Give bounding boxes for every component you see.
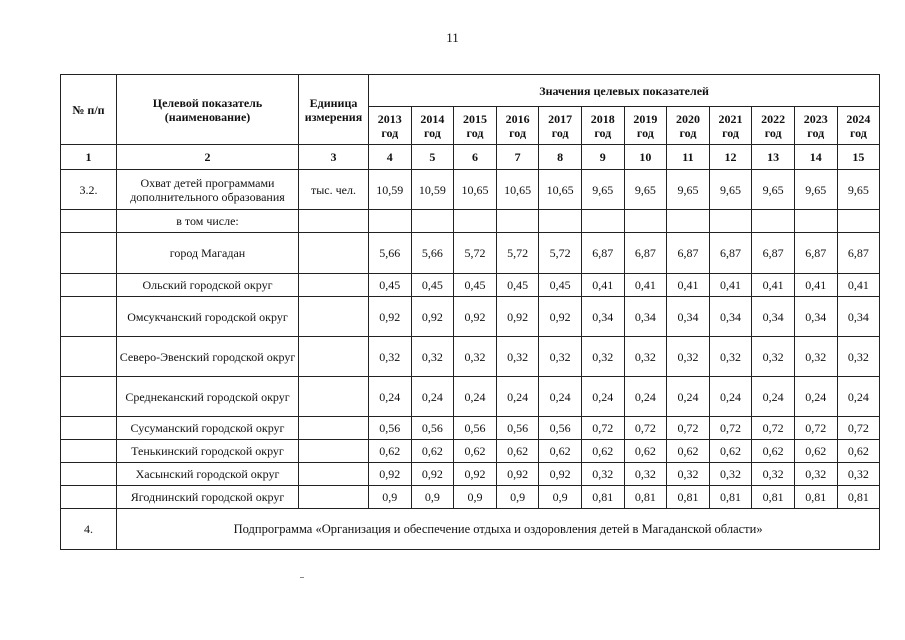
unit-of-measure: [299, 377, 369, 417]
indicator-name: Тенькинский городской округ: [117, 440, 299, 463]
table-row: [61, 210, 880, 233]
header-year: [837, 107, 880, 145]
indicator-name: город Магадан: [117, 233, 299, 274]
unit-of-measure: [299, 463, 369, 486]
indicator-value: 0,41: [752, 274, 795, 297]
indicator-value: 0,72: [752, 417, 795, 440]
indicator-value: 0,62: [667, 440, 710, 463]
indicator-value: 10,65: [454, 170, 497, 210]
unit-of-measure: [299, 417, 369, 440]
indicator-value: 0,72: [709, 417, 752, 440]
column-number: 15: [837, 145, 880, 170]
header-year-number: 2019: [633, 111, 658, 126]
column-number: 3: [299, 145, 369, 170]
indicator-value: 6,87: [837, 233, 880, 274]
indicator-value: 0,34: [581, 297, 624, 337]
indicator-value: [667, 210, 710, 233]
indicator-value: 6,87: [667, 233, 710, 274]
header-year-number: 2024: [846, 111, 871, 126]
header-year-label: год: [466, 125, 484, 140]
indicator-value: 0,72: [794, 417, 837, 440]
column-number: 9: [581, 145, 624, 170]
unit-of-measure: [299, 440, 369, 463]
header-year-label: год: [764, 125, 782, 140]
indicator-value: [837, 210, 880, 233]
indicator-value: 0,92: [411, 297, 454, 337]
indicator-name: Ольский городской округ: [117, 274, 299, 297]
indicator-value: 0,92: [539, 297, 582, 337]
indicator-value: [411, 210, 454, 233]
indicator-value: 0,32: [752, 337, 795, 377]
indicator-value: 0,56: [454, 417, 497, 440]
table-row: [61, 486, 880, 509]
row-number: [61, 417, 117, 440]
column-number: 12: [709, 145, 752, 170]
indicator-value: 0,34: [709, 297, 752, 337]
indicator-value: [369, 210, 412, 233]
header-year-number: 2023: [803, 111, 828, 126]
row-number: [61, 486, 117, 509]
indicator-value: 0,34: [752, 297, 795, 337]
indicator-value: 0,9: [454, 486, 497, 509]
header-year-label: год: [509, 125, 527, 140]
header-year: [539, 107, 582, 145]
column-number: 2: [117, 145, 299, 170]
indicator-value: 9,65: [794, 170, 837, 210]
indicator-value: 9,65: [709, 170, 752, 210]
indicator-value: 0,24: [496, 377, 539, 417]
indicator-value: 9,65: [624, 170, 667, 210]
indicator-value: 0,72: [837, 417, 880, 440]
indicator-value: 0,92: [454, 297, 497, 337]
row-number: [61, 233, 117, 274]
indicator-value: 0,92: [539, 463, 582, 486]
table-row: [61, 417, 880, 440]
section-row: [61, 509, 880, 550]
indicator-value: 0,62: [369, 440, 412, 463]
column-number: 7: [496, 145, 539, 170]
header-indicator: Целевой показатель (наименование): [117, 75, 299, 145]
table-row: [61, 170, 880, 210]
indicator-value: 0,32: [794, 337, 837, 377]
indicator-value: 0,32: [709, 463, 752, 486]
indicator-value: 5,72: [454, 233, 497, 274]
indicator-value: 0,62: [454, 440, 497, 463]
indicator-value: 0,92: [369, 297, 412, 337]
indicator-value: 0,32: [581, 337, 624, 377]
indicator-name: Северо-Эвенский городской округ: [117, 337, 299, 377]
header-year: [752, 107, 795, 145]
unit-of-measure: [299, 210, 369, 233]
header-year-label: год: [381, 125, 399, 140]
indicator-value: 0,32: [454, 337, 497, 377]
indicator-value: 0,62: [752, 440, 795, 463]
indicator-value: 0,81: [837, 486, 880, 509]
indicator-value: 0,45: [496, 274, 539, 297]
scan-mark: [300, 577, 304, 578]
header-year-label: год: [722, 125, 739, 140]
header-year: [454, 107, 497, 145]
unit-of-measure: тыс. чел.: [299, 170, 369, 210]
indicator-value: 9,65: [752, 170, 795, 210]
indicator-value: 6,87: [794, 233, 837, 274]
header-year: [581, 107, 624, 145]
indicator-value: 0,41: [837, 274, 880, 297]
indicator-value: 0,45: [369, 274, 412, 297]
indicator-value: 0,81: [752, 486, 795, 509]
header-year-number: 2020: [675, 111, 700, 126]
indicator-value: 0,41: [667, 274, 710, 297]
indicator-value: 0,72: [624, 417, 667, 440]
indicator-value: 0,9: [496, 486, 539, 509]
indicator-value: 0,32: [837, 463, 880, 486]
indicator-value: 0,81: [667, 486, 710, 509]
unit-of-measure: [299, 337, 369, 377]
row-number: [61, 274, 117, 297]
header-year-number: 2016: [505, 111, 530, 126]
indicator-name: в том числе:: [117, 210, 299, 233]
indicator-value: 0,41: [624, 274, 667, 297]
indicator-value: 0,32: [794, 463, 837, 486]
indicator-value: 0,62: [539, 440, 582, 463]
indicator-value: [581, 210, 624, 233]
indicator-value: 0,81: [624, 486, 667, 509]
indicator-name: Омсукчанский городской округ: [117, 297, 299, 337]
indicator-value: 0,32: [667, 463, 710, 486]
table-row: [61, 440, 880, 463]
indicator-value: 0,92: [454, 463, 497, 486]
unit-of-measure: [299, 486, 369, 509]
indicator-value: [624, 210, 667, 233]
indicator-value: 5,72: [496, 233, 539, 274]
table-row: [61, 233, 880, 274]
header-year-number: 2017: [548, 111, 573, 126]
table-row: [61, 274, 880, 297]
section-number: 4.: [61, 509, 117, 550]
indicator-value: 0,62: [794, 440, 837, 463]
indicator-value: 0,32: [411, 337, 454, 377]
indicator-value: 0,32: [369, 337, 412, 377]
header-year-label: год: [636, 125, 654, 140]
page-number: 11: [446, 30, 459, 45]
indicator-value: 0,24: [667, 377, 710, 417]
unit-of-measure: [299, 274, 369, 297]
indicator-value: 0,24: [581, 377, 624, 417]
column-number: 1: [61, 145, 117, 170]
indicator-value: 0,92: [496, 463, 539, 486]
indicator-value: 0,24: [539, 377, 582, 417]
indicator-value: 0,24: [709, 377, 752, 417]
header-year-number: 2021: [718, 111, 743, 126]
indicator-value: 6,87: [624, 233, 667, 274]
indicator-value: 0,62: [709, 440, 752, 463]
header-year: [794, 107, 837, 145]
header-year-label: год: [807, 125, 825, 140]
indicator-value: 0,41: [581, 274, 624, 297]
indicator-value: 5,72: [539, 233, 582, 274]
column-number: 14: [794, 145, 837, 170]
indicator-name: Сусуманский городской округ: [117, 417, 299, 440]
indicator-value: 0,24: [794, 377, 837, 417]
indicator-value: 9,65: [581, 170, 624, 210]
indicator-value: 0,24: [369, 377, 412, 417]
column-number: 5: [411, 145, 454, 170]
header-year: [496, 107, 539, 145]
header-year: [624, 107, 667, 145]
indicator-value: 0,72: [581, 417, 624, 440]
header-year-number: 2018: [590, 111, 615, 126]
indicator-value: 0,24: [752, 377, 795, 417]
indicator-value: 0,32: [581, 463, 624, 486]
indicator-value: 0,56: [496, 417, 539, 440]
indicator-value: 0,81: [709, 486, 752, 509]
indicator-value: 0,34: [837, 297, 880, 337]
indicator-value: 0,62: [411, 440, 454, 463]
header-unit: Единица измерения: [299, 75, 369, 145]
indicator-value: 0,62: [496, 440, 539, 463]
table-row: [61, 463, 880, 486]
table-row: [61, 377, 880, 417]
indicator-value: [794, 210, 837, 233]
indicator-value: 0,34: [794, 297, 837, 337]
indicator-value: 10,59: [411, 170, 454, 210]
indicator-value: 5,66: [369, 233, 412, 274]
indicator-value: 0,62: [837, 440, 880, 463]
indicator-name: Ягоднинский городской округ: [117, 486, 299, 509]
row-number: [61, 297, 117, 337]
indicator-value: 9,65: [667, 170, 710, 210]
indicator-value: [496, 210, 539, 233]
indicator-value: 5,66: [411, 233, 454, 274]
indicator-value: 0,92: [369, 463, 412, 486]
indicator-name: Хасынский городской округ: [117, 463, 299, 486]
column-number: 13: [752, 145, 795, 170]
indicator-name: Охват детей программами дополнительного образования: [117, 170, 299, 210]
indicator-value: 0,56: [369, 417, 412, 440]
indicator-value: 0,32: [667, 337, 710, 377]
indicator-value: 0,45: [539, 274, 582, 297]
indicator-value: 0,9: [411, 486, 454, 509]
indicator-value: 0,81: [794, 486, 837, 509]
indicator-value: [454, 210, 497, 233]
header-year-label: год: [423, 125, 441, 140]
indicator-value: 0,45: [454, 274, 497, 297]
indicator-value: 0,24: [454, 377, 497, 417]
unit-of-measure: [299, 233, 369, 274]
indicator-value: 0,92: [411, 463, 454, 486]
header-year-number: 2015: [462, 111, 487, 126]
indicator-value: 0,62: [624, 440, 667, 463]
indicator-value: 0,81: [581, 486, 624, 509]
row-number: [61, 210, 117, 233]
header-year-label: год: [551, 125, 569, 140]
indicator-value: 0,24: [624, 377, 667, 417]
indicator-value: 0,24: [411, 377, 454, 417]
indicator-value: 0,41: [794, 274, 837, 297]
header-year: [369, 107, 412, 145]
header-year-number: 2014: [420, 111, 445, 126]
table-row: [61, 337, 880, 377]
indicator-name: Среднеканский городской округ: [117, 377, 299, 417]
header-year-label: год: [849, 125, 867, 140]
table-row: [61, 297, 880, 337]
row-number: [61, 337, 117, 377]
header-num: № п/п: [61, 75, 117, 145]
indicator-value: 9,65: [837, 170, 880, 210]
header-values-group: Значения целевых показателей: [369, 75, 880, 107]
header-year: [709, 107, 752, 145]
column-number: 10: [624, 145, 667, 170]
indicator-value: 0,34: [624, 297, 667, 337]
header-year-label: год: [679, 125, 697, 140]
indicator-value: 0,34: [667, 297, 710, 337]
column-number: 8: [539, 145, 582, 170]
header-year: [411, 107, 454, 145]
row-number: [61, 377, 117, 417]
indicator-value: 0,32: [496, 337, 539, 377]
unit-of-measure: [299, 297, 369, 337]
indicator-value: 0,41: [709, 274, 752, 297]
indicator-value: 0,32: [539, 337, 582, 377]
indicator-value: 0,24: [837, 377, 880, 417]
section-title: Подпрограмма «Организация и обеспечение отдыха и оздоровления детей в Магаданской области»: [117, 509, 880, 550]
indicator-value: 0,56: [411, 417, 454, 440]
indicator-value: 0,32: [624, 463, 667, 486]
indicator-value: [709, 210, 752, 233]
indicator-value: 0,56: [539, 417, 582, 440]
indicator-value: 0,32: [837, 337, 880, 377]
indicator-value: 0,32: [709, 337, 752, 377]
header-year-number: 2022: [761, 111, 786, 126]
row-number: [61, 440, 117, 463]
header-year: [667, 107, 710, 145]
header-year-label: год: [594, 125, 612, 140]
indicator-value: 0,72: [667, 417, 710, 440]
indicator-value: 0,62: [581, 440, 624, 463]
indicator-value: 10,65: [539, 170, 582, 210]
indicator-value: 6,87: [581, 233, 624, 274]
indicator-value: 6,87: [709, 233, 752, 274]
indicator-value: 10,65: [496, 170, 539, 210]
indicator-value: 0,32: [624, 337, 667, 377]
indicator-value: 0,9: [539, 486, 582, 509]
indicator-value: 0,45: [411, 274, 454, 297]
indicator-value: [539, 210, 582, 233]
row-number: 3.2.: [61, 170, 117, 210]
header-year-number: 2013: [377, 111, 402, 126]
column-number: 6: [454, 145, 497, 170]
target-indicators-table: [60, 74, 880, 550]
indicator-value: 0,9: [369, 486, 412, 509]
column-number: 11: [667, 145, 710, 170]
indicator-value: 0,92: [496, 297, 539, 337]
indicator-value: 10,59: [369, 170, 412, 210]
indicator-value: 0,32: [752, 463, 795, 486]
indicator-value: [752, 210, 795, 233]
row-number: [61, 463, 117, 486]
indicator-value: 6,87: [752, 233, 795, 274]
column-number: 4: [369, 145, 412, 170]
